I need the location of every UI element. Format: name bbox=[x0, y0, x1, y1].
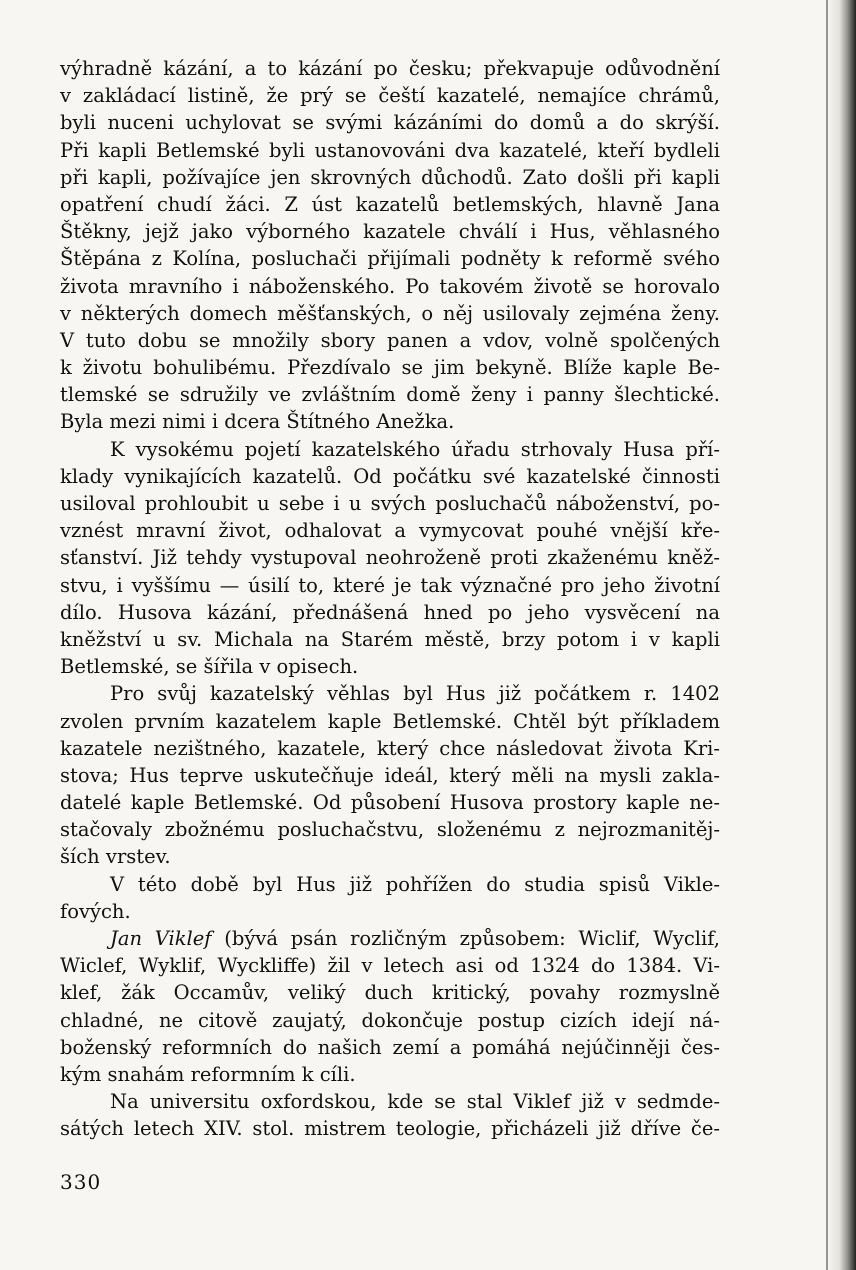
line-text: (bývá psán rozličným způsobem: Wiclif, Wyclif, bbox=[211, 927, 720, 950]
line-text: Při kapli Betlemské byli ustanovováni dva kazatelé, kteří bydleli bbox=[60, 138, 720, 162]
text-line bbox=[60, 1007, 720, 1034]
text-line bbox=[60, 599, 720, 626]
text-line bbox=[60, 82, 720, 109]
line-text: datelé kaple Betlemské. Od působení Husova prostory kaple ne- bbox=[60, 791, 720, 815]
text-line bbox=[60, 300, 720, 327]
line-text: stačovaly zbožnému posluchačstvu, složenému z nejrozmanitěj- bbox=[60, 818, 720, 842]
line-text: zvolen prvním kazatelem kaple Betlemské. Chtěl být příkladem bbox=[60, 709, 720, 733]
line-text: byli nuceni uchylovat se svými kázáními do domů a do skrýší. bbox=[60, 111, 720, 135]
text-line bbox=[60, 680, 720, 707]
text-line bbox=[60, 843, 720, 870]
line-text: při kapli, požívajíce jen skrovných důchodů. Zato došli při kapli bbox=[60, 165, 720, 189]
line-text: opatření chudí žáci. Z úst kazatelů betlemských, hlavně Jana bbox=[60, 192, 720, 216]
text-line bbox=[60, 55, 720, 82]
line-text: klef, žák Occamův, veliký duch kritický, povahy rozmyslně bbox=[60, 981, 720, 1005]
line-text: fových. bbox=[60, 899, 131, 923]
line-text: výhradně kázání, a to kázání po česku; překvapuje odůvodnění bbox=[60, 57, 720, 80]
text-line bbox=[60, 898, 720, 925]
text-line bbox=[60, 1088, 720, 1115]
text-line bbox=[60, 164, 720, 191]
text-line bbox=[60, 191, 720, 218]
text-line bbox=[60, 436, 720, 463]
line-text: Na universitu oxfordskou, kde se stal Viklef již v sedmde- bbox=[110, 1090, 720, 1114]
text-line bbox=[60, 354, 720, 381]
text-line bbox=[60, 490, 720, 517]
text-line bbox=[60, 653, 720, 680]
line-text: k životu bohulibému. Přezdívalo se jim bekyně. Blíže kaple Be- bbox=[60, 356, 720, 380]
line-text: V tuto dobu se množily sbory panen a vdov, volně spolčených bbox=[60, 328, 720, 352]
text-line bbox=[60, 979, 720, 1006]
text-line bbox=[60, 463, 720, 490]
line-text: vznést mravní život, odhalovat a vymycovat pouhé vnější kře- bbox=[60, 519, 720, 543]
text-line bbox=[60, 327, 720, 354]
text-line bbox=[60, 816, 720, 843]
line-text: kým snahám reformním k cíli. bbox=[60, 1062, 356, 1086]
text-line bbox=[60, 626, 720, 653]
line-text: Wiclef, Wyklif, Wyckliffe) žil v letech asi od 1324 do 1384. Vi- bbox=[60, 954, 720, 978]
line-text: klady vynikajících kazatelů. Od počátku své kazatelské činnosti bbox=[60, 464, 720, 488]
line-text: chladné, ne citově zaujatý, dokončuje postup cizích idejí ná- bbox=[60, 1008, 720, 1032]
text-line bbox=[60, 544, 720, 571]
text-line bbox=[60, 109, 720, 136]
page-text-block bbox=[60, 55, 720, 1143]
line-text: života mravního i náboženského. Po takovém životě se horovalo bbox=[60, 274, 720, 298]
line-text: v některých domech měšťanských, o něj usilovaly zejména ženy. bbox=[60, 301, 720, 325]
line-text: kněžství u sv. Michala na Starém městě, brzy potom i v kapli bbox=[60, 627, 720, 651]
line-text: Pro svůj kazatelský věhlas byl Hus již počátkem r. 1402 bbox=[110, 682, 720, 706]
text-line bbox=[60, 871, 720, 898]
line-text: ších vrstev. bbox=[60, 845, 171, 869]
line-text: Byla mezi nimi i dcera Štítného Anežka. bbox=[60, 410, 455, 434]
text-line bbox=[60, 1034, 720, 1061]
text-line bbox=[60, 381, 720, 408]
line-text: usiloval prohloubit u sebe i u svých posluchačů náboženství, po- bbox=[60, 492, 720, 515]
text-line bbox=[60, 1115, 720, 1142]
italic-name: Jan Viklef bbox=[110, 927, 212, 950]
line-text: dílo. Husova kázání, přednášená hned po jeho vysvěcení na bbox=[60, 600, 720, 624]
text-line bbox=[60, 952, 720, 979]
text-line bbox=[60, 408, 720, 435]
text-line bbox=[60, 708, 720, 735]
line-text: Betlemské, se šířila v opisech. bbox=[60, 655, 359, 679]
text-line bbox=[60, 245, 720, 272]
line-text: sátých letech XIV. stol. mistrem teologie, přicházeli již dříve če- bbox=[60, 1117, 720, 1141]
book-edge-line bbox=[826, 0, 828, 1270]
line-text: Štěkny, jejž jako výborného kazatele chválí i Hus, věhlasného bbox=[60, 220, 720, 244]
text-line bbox=[60, 137, 720, 164]
text-line bbox=[60, 735, 720, 762]
text-line bbox=[60, 1061, 720, 1088]
book-edge-shadow bbox=[826, 0, 856, 1270]
text-line bbox=[60, 925, 720, 952]
line-text: tlemské se sdružily ve zvláštním domě ženy i panny šlechtické. bbox=[60, 383, 720, 407]
text-line bbox=[60, 273, 720, 300]
line-text: stova; Hus teprve uskutečňuje ideál, který měli na mysli zakla- bbox=[60, 763, 720, 787]
line-text: kazatele nezištného, kazatele, který chce následovat života Kri- bbox=[60, 736, 720, 760]
page-number: 330 bbox=[60, 1170, 102, 1194]
text-line bbox=[60, 218, 720, 245]
text-line bbox=[60, 762, 720, 789]
line-text: K vysokému pojetí kazatelského úřadu strhovaly Husa pří- bbox=[110, 437, 720, 461]
text-line bbox=[60, 517, 720, 544]
text-line bbox=[60, 789, 720, 816]
text-line bbox=[60, 572, 720, 599]
line-text: V této době byl Hus již pohřížen do studia spisů Vikle- bbox=[110, 872, 720, 896]
line-text: stvu, i vyššímu — úsilí to, které je tak význačné pro jeho životní bbox=[60, 573, 720, 597]
line-text: sťanství. Již tehdy vystupoval neohroženě proti zkaženému kněž- bbox=[60, 546, 720, 570]
line-text: v zakládací listině, že prý se čeští kazatelé, nemajíce chrámů, bbox=[60, 84, 720, 108]
line-text: Štěpána z Kolína, posluchači přijímali podněty k reformě svého bbox=[60, 247, 720, 271]
line-text: boženský reformních do našich zemí a pomáhá nejúčinněji čes- bbox=[60, 1035, 720, 1059]
